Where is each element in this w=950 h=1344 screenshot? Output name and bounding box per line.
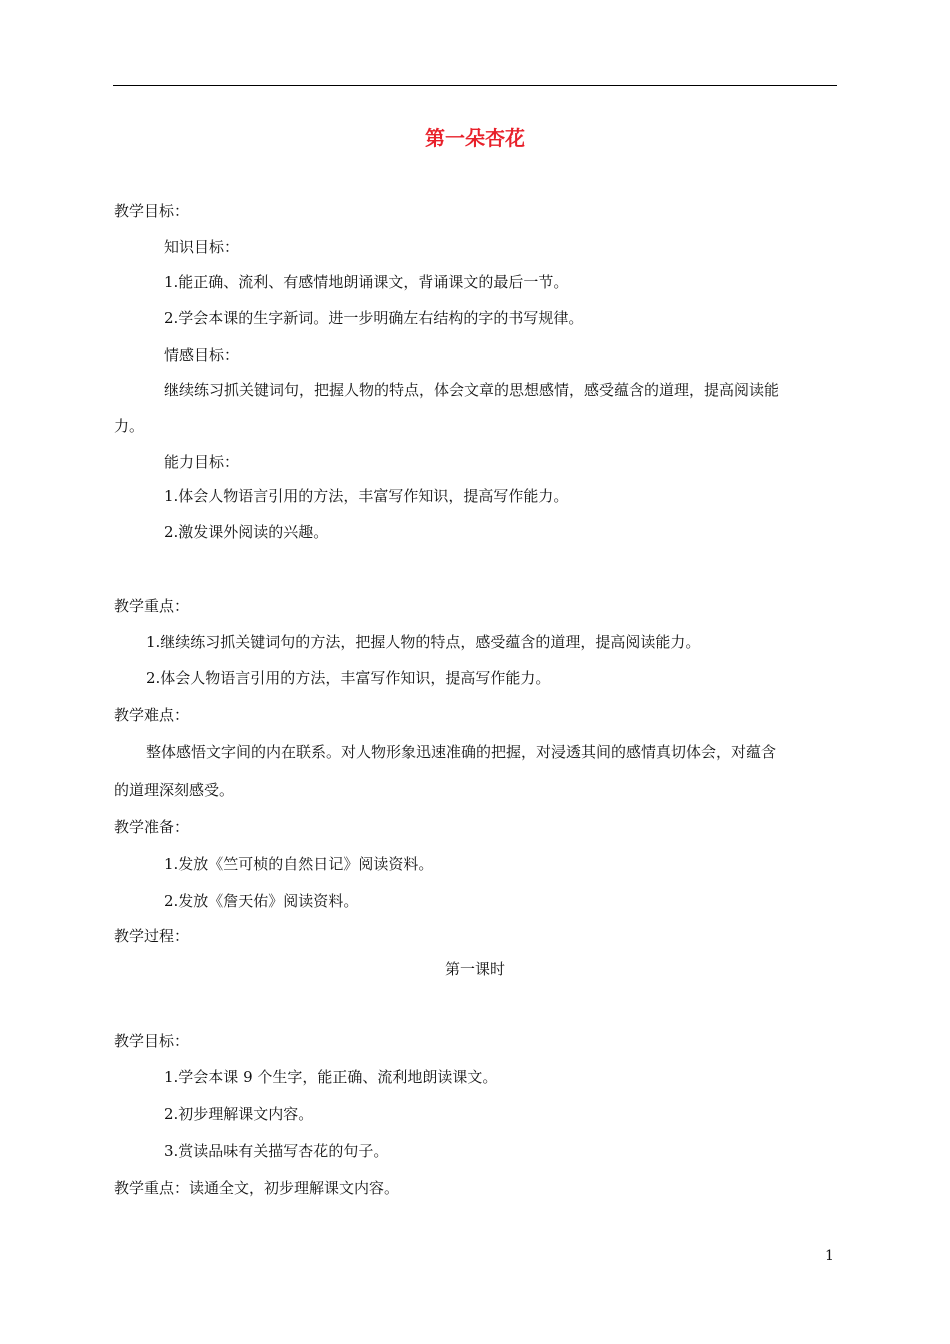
session-goal-3: 3.赏读品味有关描写杏花的句子。 bbox=[164, 1142, 389, 1160]
emotion-heading: 情感目标： bbox=[164, 346, 240, 364]
knowledge-item-2: 2.学会本课的生字新词。进一步明确左右结构的字的书写规律。 bbox=[164, 309, 584, 327]
session-goals-heading: 教学目标： bbox=[114, 1032, 190, 1050]
focus-heading: 教学重点： bbox=[114, 597, 190, 615]
page-number: 1 bbox=[825, 1248, 834, 1264]
document-title: 第一朵杏花 bbox=[425, 126, 525, 150]
difficulty-text-line-2: 的道理深刻感受。 bbox=[114, 781, 235, 799]
process-heading: 教学过程： bbox=[114, 927, 190, 945]
emotion-text-line-1: 继续练习抓关键词句，把握人物的特点，体会文章的思想感情，感受蕴含的道理，提高阅读能 bbox=[164, 381, 780, 399]
ability-heading: 能力目标： bbox=[164, 453, 240, 471]
difficulty-text-line-1: 整体感悟文字间的内在联系。对人物形象迅速准确的把握，对浸透其间的感情真切体会，对蕴含 bbox=[146, 743, 777, 761]
focus-item-2: 2.体会人物语言引用的方法，丰富写作知识，提高写作能力。 bbox=[146, 669, 551, 687]
focus-item-1: 1.继续练习抓关键词句的方法，把握人物的特点，感受蕴含的道理，提高阅读能力。 bbox=[146, 633, 701, 651]
ability-item-2: 2.激发课外阅读的兴趣。 bbox=[164, 523, 329, 541]
goals-heading: 教学目标： bbox=[114, 202, 190, 220]
emotion-text-line-2: 力。 bbox=[114, 417, 145, 435]
difficulty-heading: 教学难点： bbox=[114, 706, 190, 724]
ability-item-1: 1.体会人物语言引用的方法，丰富写作知识，提高写作能力。 bbox=[164, 487, 569, 505]
knowledge-item-1: 1.能正确、流利、有感情地朗诵课文，背诵课文的最后一节。 bbox=[164, 273, 569, 291]
header-rule bbox=[113, 85, 837, 86]
session-title: 第一课时 bbox=[444, 960, 505, 978]
knowledge-heading: 知识目标： bbox=[164, 238, 240, 256]
session-focus: 教学重点：读通全文，初步理解课文内容。 bbox=[114, 1179, 400, 1197]
prep-item-1: 1.发放《竺可桢的自然日记》阅读资料。 bbox=[164, 855, 434, 873]
prep-heading: 教学准备： bbox=[114, 818, 190, 836]
prep-item-2: 2.发放《詹天佑》阅读资料。 bbox=[164, 892, 359, 910]
session-goal-1: 1.学会本课 9 个生字，能正确、流利地朗读课文。 bbox=[164, 1068, 498, 1086]
session-goal-2: 2.初步理解课文内容。 bbox=[164, 1105, 314, 1123]
